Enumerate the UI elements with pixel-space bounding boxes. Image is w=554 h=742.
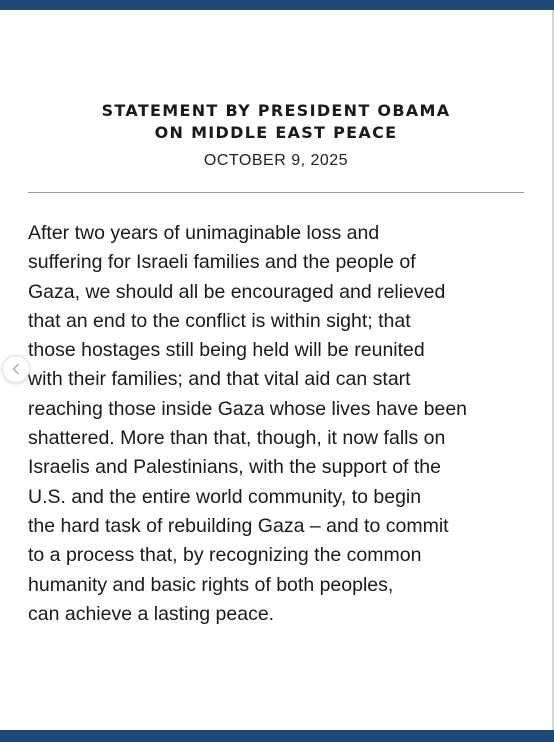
body-line: reaching those inside Gaza whose lives have been	[28, 397, 468, 420]
body-line: can achieve a lasting peace.	[28, 602, 275, 625]
bottom-frame-bar	[0, 730, 554, 742]
body-line: Gaza, we should all be encouraged and relieved	[28, 280, 446, 303]
body-line: Israelis and Palestinians, with the support of the	[28, 456, 441, 479]
body-line: with their families; and that vital aid can start	[28, 368, 411, 391]
body-line: to a process that, by recognizing the common	[28, 544, 422, 567]
body-line: suffering for Israeli families and the people of	[28, 251, 416, 274]
body-line: U.S. and the entire world community, to begin	[28, 485, 422, 508]
body-line: shattered. More than that, though, it now falls on	[28, 427, 446, 450]
title-line: ON MIDDLE EAST PEACE	[154, 123, 398, 142]
statement-body	[28, 219, 524, 629]
body-line: that an end to the conflict is within sight; that	[28, 309, 411, 332]
statement-date: OCTOBER 9, 2025	[203, 152, 349, 169]
body-line: humanity and basic rights of both peoples,	[28, 573, 394, 596]
body-line: After two years of unimaginable loss and	[28, 222, 380, 244]
statement-document	[28, 100, 524, 629]
chevron-left-icon	[10, 363, 22, 375]
divider	[28, 192, 524, 193]
top-frame-bar	[0, 0, 554, 10]
body-line: the hard task of rebuilding Gaza – and to commit	[28, 514, 449, 537]
statement-title	[28, 100, 524, 144]
previous-slide-button[interactable]	[2, 355, 30, 383]
title-line: STATEMENT BY PRESIDENT OBAMA	[101, 101, 451, 120]
body-line: those hostages still being held will be reunited	[28, 339, 425, 362]
